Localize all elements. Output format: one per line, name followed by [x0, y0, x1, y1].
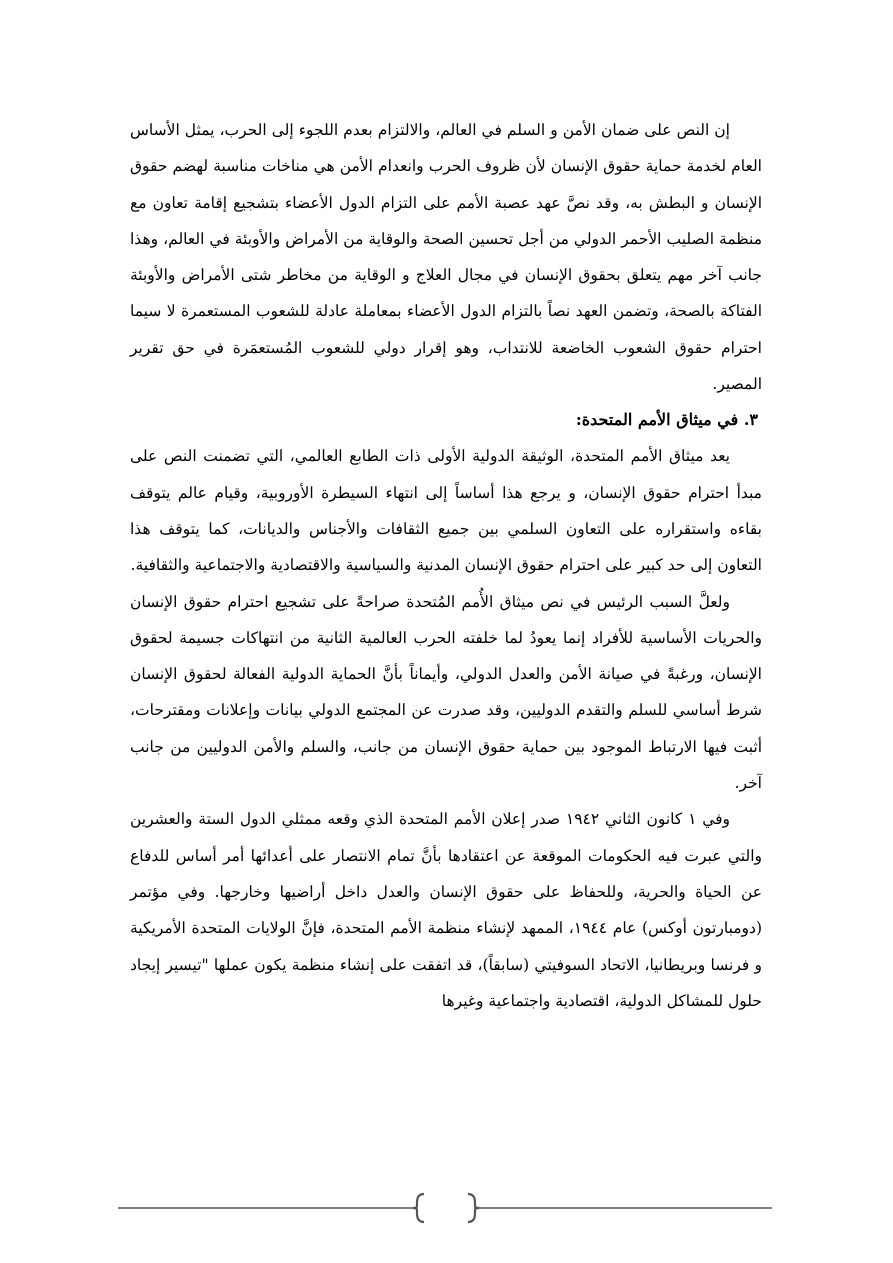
section-heading-un-charter: ٣. في ميثاق الأمم المتحدة:: [575, 410, 758, 430]
document-body: [130, 112, 762, 1019]
page-footer-ornament: [118, 1188, 772, 1228]
paragraph-1942-declaration: وفي ١ كانون الثاني ١٩٤٢ صدر إعلان الأمم المتحدة الذي وقعه ممثلي الدول الستة والعشرين والتي عبرت فيه الحكومات الموقعة عن اعتقادها بأنَّ تمام الانتصار على أعدائها أمر أساس للدفاع عن الحياة والحرية، وللحفاظ على حقوق الإنسان والعدل داخل أراضيها وخارجها. وفي مؤتمر (دومبارتون أوكس) عام ١٩٤٤، الممهد لإنشاء منظمة الأمم المتحدة، فإنَّ الولايات المتحدة الأمريكية و فرنسا وبريطانيا، الاتحاد السوفيتي (سابقاً)، قد اتفقت على إنشاء منظمة يكون عملها "تيسير إيجاد حلول للمشاكل الدولية، اقتصادية واجتماعية وغيرها: [130, 810, 762, 1010]
paragraph-league-of-nations: إن النص على ضمان الأمن و السلم في العالم، والالتزام بعدم اللجوء إلى الحرب، يمثل الأساس العام لخدمة حماية حقوق الإنسان لأن ظروف الحرب وانعدام الأمن هي مناخات مناسبة لهضم حقوق الإنسان و البطش به، وقد نصَّ عهد عصبة الأمم على التزام الدول الأعضاء بتشجيع إقامة تعاون مع منظمة الصليب الأحمر الدولي من أجل تحسين الصحة والوقاية من الأمراض والأوبئة في العالم، وهذا جانب آخر مهم يتعلق بحقوق الإنسان في مجال العلاج و الوقاية من مخاطر شتى الأمراض والأوبئة الفتاكة بالصحة، وتضمن العهد نصاً بالتزام الدول الأعضاء بمعاملة عادلة للشعوب المستعمرة لا سيما احترام حقوق الشعوب الخاضعة للانتداب، وهو إقرار دولي للشعوب المُستعمَرة في حق تقرير المصير.: [130, 121, 762, 394]
paragraph-un-charter: يعد ميثاق الأمم المتحدة، الوثيقة الدولية الأولى ذات الطابع العالمي، التي تضمنت النص على مبدأ احترام حقوق الإنسان، و يرجع هذا أساساً إلى انتهاء السيطرة الأوروبية، وقيام عالم يتوقف بقاءه واستقراره على التعاون السلمي بين جميع الثقافات والأجناس والديانات، كما يتوقف هذا التعاون إلى حد كبير على احترام حقوق الإنسان المدنية والسياسية والاقتصادية والاجتماعية والثقافية.: [130, 447, 762, 575]
footer-bracket-icon: [118, 1188, 772, 1228]
paragraph-reason-charter: ولعلَّ السبب الرئيس في نص ميثاق الأُمم المُتحدة صراحةً على تشجيع احترام حقوق الإنسان والحريات الأساسية للأفراد إنما يعودُ لما خلفته الحرب العالمية الثانية من انتهاكات جسيمة لحقوق الإنسان، ورغبةً في صيانة الأمن والعدل الدولي، وأيماناً بأنَّ الحماية الدولية الفعالة لحقوق الإنسان شرط أساسي للسلم والتقدم الدوليين، وقد صدرت عن المجتمع الدولي بيانات وإعلانات ومقترحات، أثبت فيها الارتباط الموجود بين حماية حقوق الإنسان من جانب، والسلم والأمن الدوليين من جانب آخر.: [130, 592, 762, 793]
